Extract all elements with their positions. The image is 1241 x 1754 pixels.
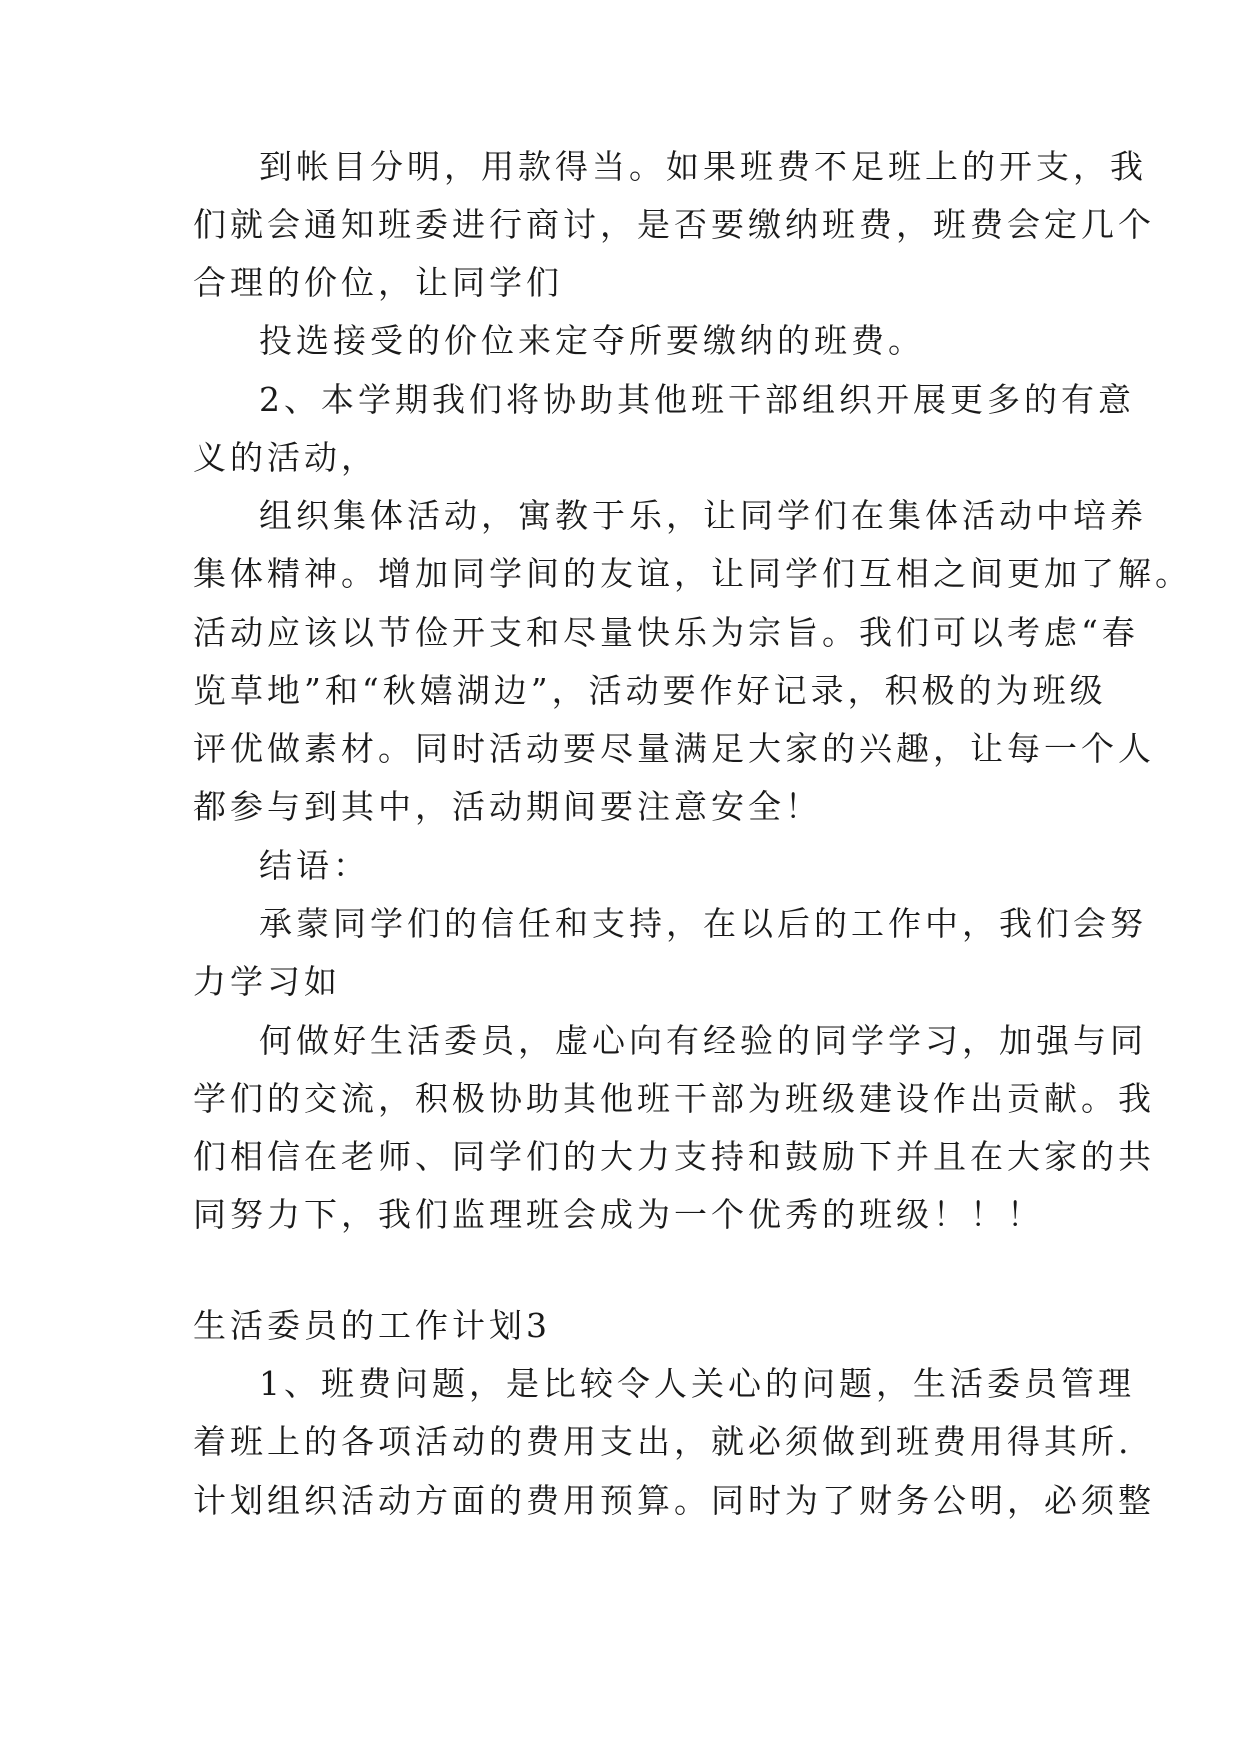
paragraph-line: 合理的价位，让同学们 [193,263,563,302]
paragraph-line: 活动应该以节俭开支和尽量快乐为宗旨。我们可以考虑“春 [193,613,1139,652]
paragraph-line: 到帐目分明，用款得当。如果班费不足班上的开支，我 [259,147,1147,186]
paragraph-line: 1、班费问题，是比较令人关心的问题，生活委员管理 [259,1364,1135,1403]
paragraph-line: 们就会通知班委进行商讨，是否要缴纳班费，班费会定几个 [193,205,1155,244]
paragraph-line: 2、本学期我们将协助其他班干部组织开展更多的有意 [259,380,1135,419]
paragraph-line: 投选接受的价位来定夺所要缴纳的班费。 [259,321,925,360]
section-heading: 生活委员的工作计划3 [193,1306,551,1345]
paragraph-line: 都参与到其中，活动期间要注意安全！ [193,787,822,826]
paragraph-line: 着班上的各项活动的费用支出，就必须做到班费用得其所. [193,1422,1133,1461]
paragraph-line: 同努力下，我们监理班会成为一个优秀的班级！！！ [193,1195,1044,1234]
paragraph-line: 学们的交流，积极协助其他班干部为班级建设作出贡献。我 [193,1079,1155,1118]
conclusion-heading: 结语： [259,846,370,885]
paragraph-line: 何做好生活委员，虚心向有经验的同学学习，加强与同 [259,1021,1147,1060]
paragraph-line: 组织集体活动，寓教于乐，让同学们在集体活动中培养 [259,496,1147,535]
paragraph-line: 们相信在老师、同学们的大力支持和鼓励下并且在大家的共 [193,1137,1155,1176]
paragraph-line: 计划组织活动方面的费用预算。同时为了财务公明，必须整 [193,1481,1155,1520]
paragraph-line: 览草地”和“秋嬉湖边”，活动要作好记录，积极的为班级 [193,671,1107,710]
paragraph-line: 评优做素材。同时活动要尽量满足大家的兴趣，让每一个人 [193,729,1155,768]
paragraph-line: 集体精神。增加同学间的友谊，让同学们互相之间更加了解。 [193,554,1192,593]
paragraph-line: 承蒙同学们的信任和支持，在以后的工作中，我们会努 [259,904,1147,943]
paragraph-line: 义的活动， [193,438,378,477]
paragraph-line: 力学习如 [193,962,341,1001]
